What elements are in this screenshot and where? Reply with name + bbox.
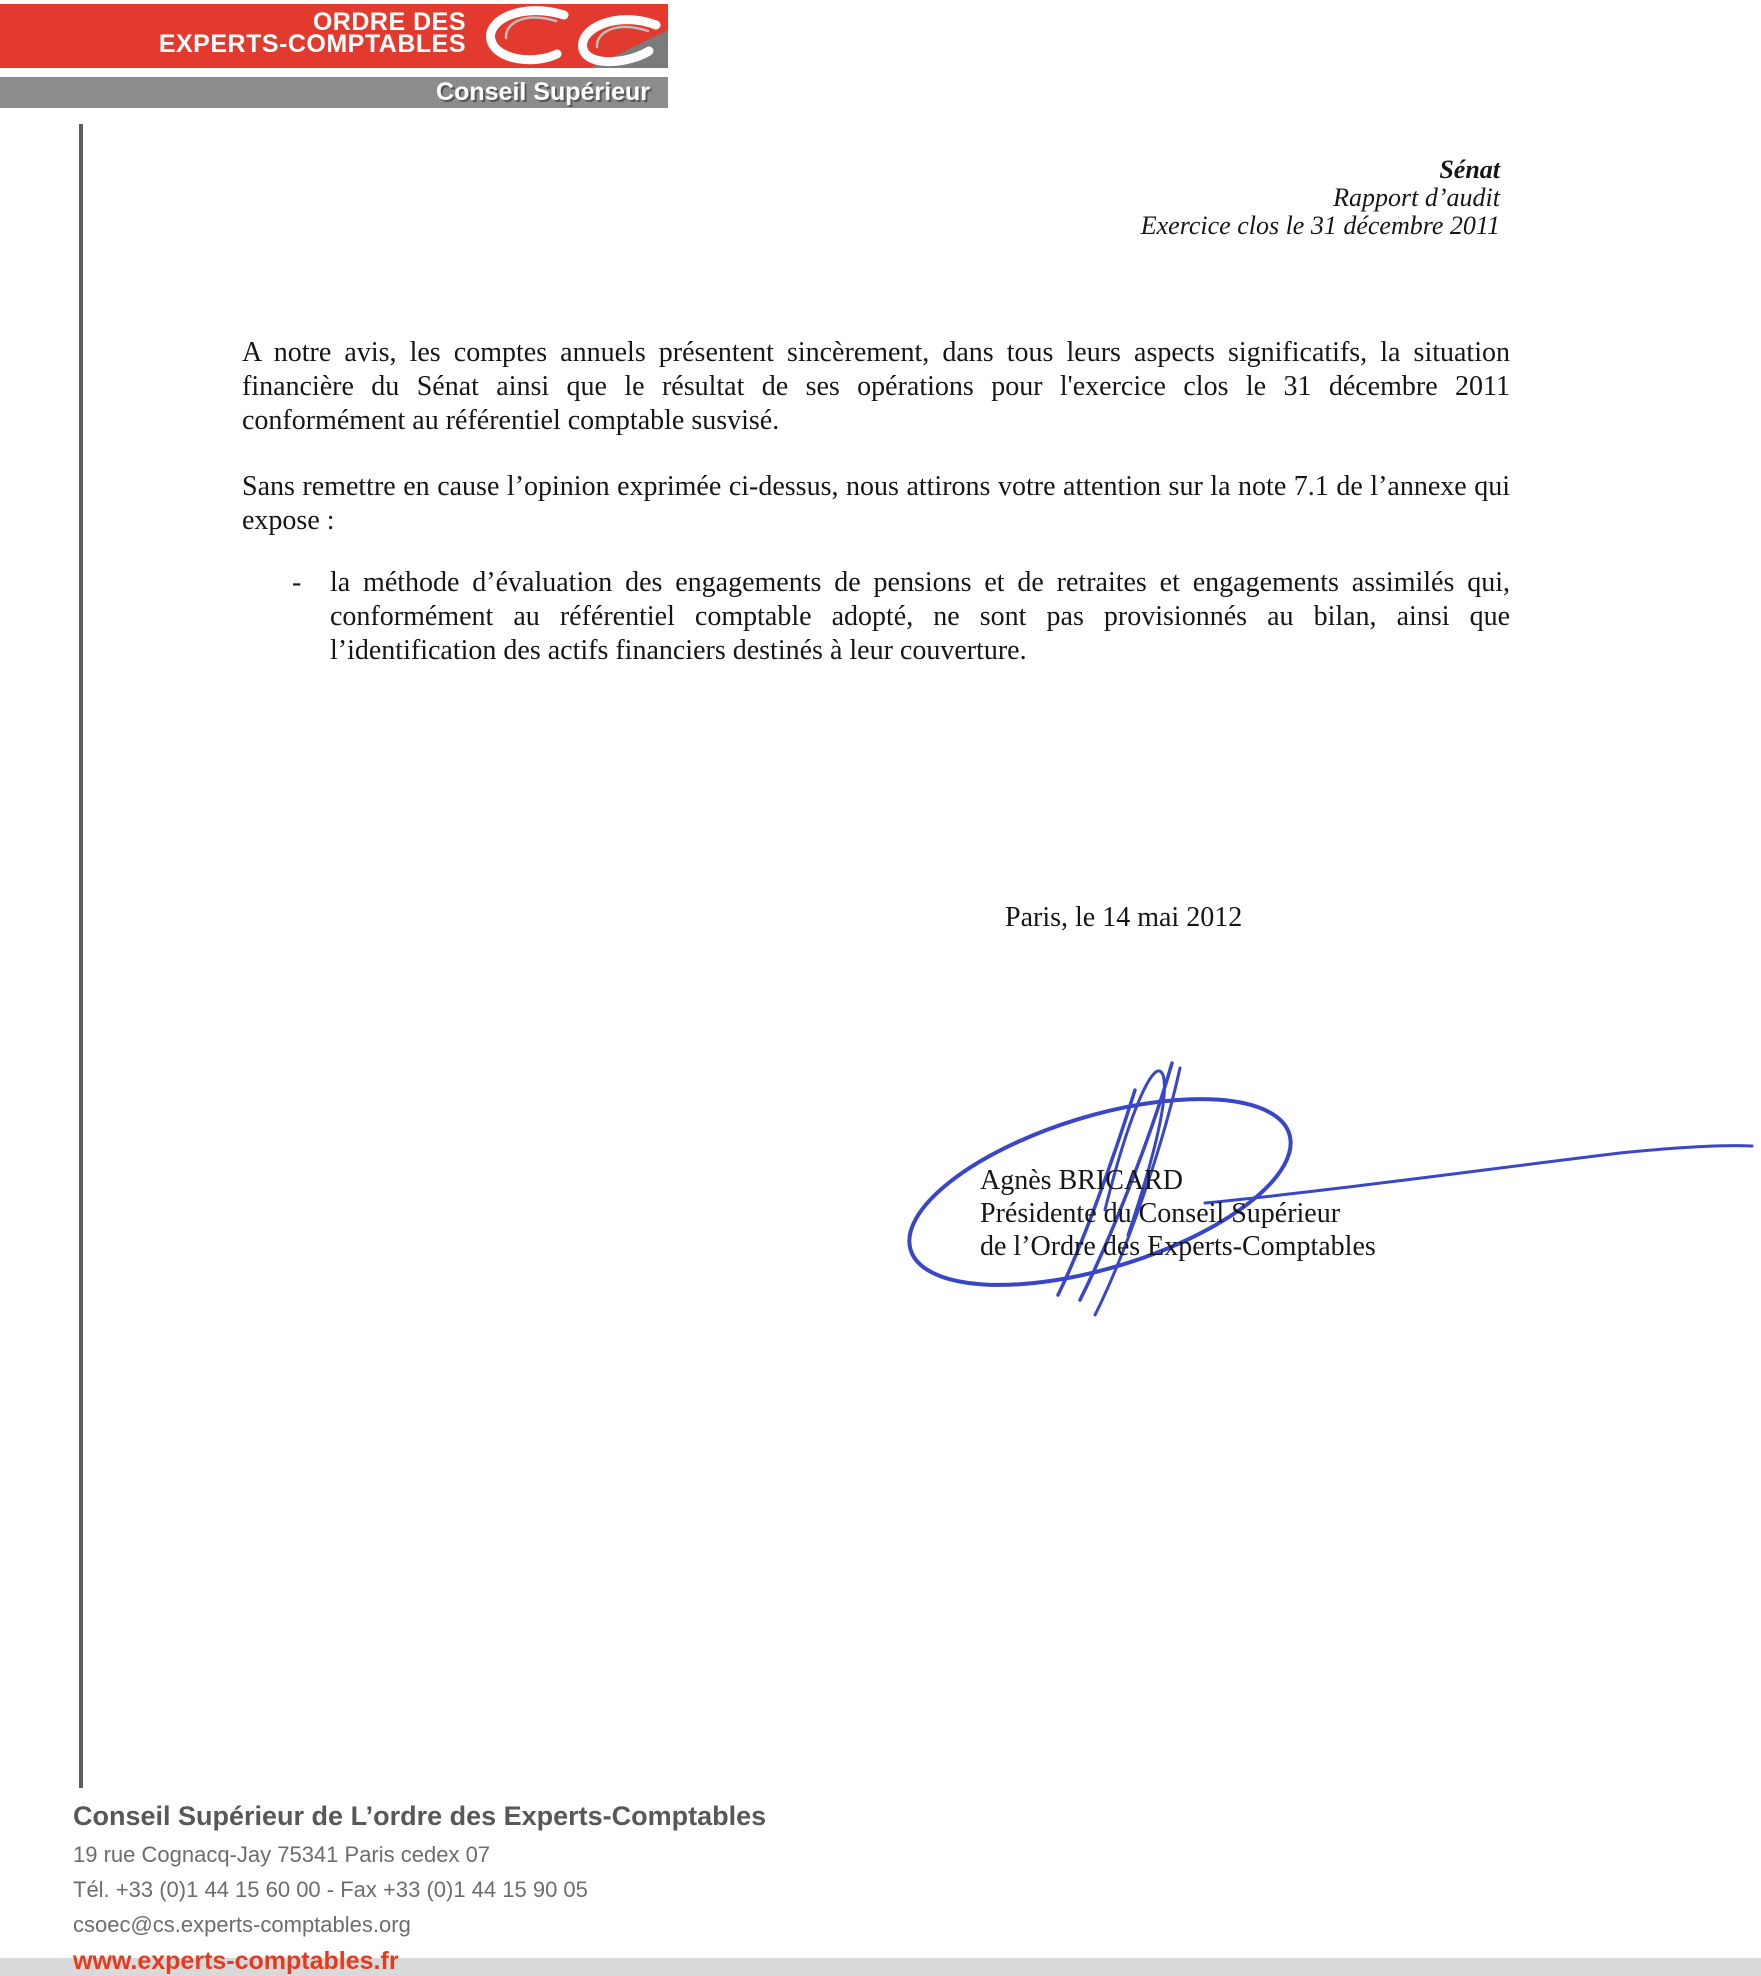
footer-website-link: www.experts-comptables.fr bbox=[73, 1947, 399, 1975]
paragraph-observation: Sans remettre en cause l’opinion exprimée ci-dessus, nous attirons votre attention sur la note 7.1 de l’annexe qui expose : bbox=[242, 471, 1510, 536]
brand-red-band bbox=[0, 4, 668, 68]
ref-fiscal-year: Exercice clos le 31 décembre 2011 bbox=[1140, 211, 1500, 240]
ref-report-type: Rapport d’audit bbox=[1333, 183, 1500, 212]
brand-wordmark bbox=[158, 8, 466, 58]
signature-block bbox=[980, 1164, 1376, 1263]
bullet-item bbox=[292, 566, 1510, 668]
reference-block bbox=[1141, 156, 1500, 240]
footer-email: csoec@cs.experts-comptables.org bbox=[73, 1912, 411, 1937]
dateline: Paris, le 14 mai 2012 bbox=[1005, 902, 1243, 933]
brand-line1: ORDRE DES bbox=[312, 8, 466, 36]
footer-address: 19 rue Cognacq-Jay 75341 Paris cedex 07 bbox=[73, 1842, 491, 1867]
footer-org-name: Conseil Supérieur de L’ordre des Experts-Comptables bbox=[73, 1801, 767, 1831]
signatory-title-1: Présidente du Conseil Supérieur bbox=[980, 1198, 1341, 1229]
brand-banner bbox=[0, 4, 668, 108]
band-label: Conseil Supérieur bbox=[436, 78, 650, 106]
left-margin-rule bbox=[79, 124, 83, 1788]
paragraph-opinion: A notre avis, les comptes annuels présentent sincèrement, dans tous leurs aspects significatifs, la situation financière du Sénat ainsi que le résultat de ses opérations pour l'exercice clos le 31 décembre 2011 conformément au référentiel comptable susvisé. bbox=[242, 337, 1510, 436]
experts-comptables-logo-icon bbox=[478, 4, 668, 68]
brand-line2: EXPERTS-COMPTABLES bbox=[158, 30, 466, 58]
conseil-superieur-band bbox=[0, 77, 668, 108]
signatory-name: Agnès BRICARD bbox=[980, 1165, 1184, 1196]
footer-phone-fax: Tél. +33 (0)1 44 15 60 00 - Fax +33 (0)1 44 15 90 05 bbox=[73, 1877, 588, 1902]
bullet-dash: - bbox=[292, 567, 302, 598]
bullet-text: la méthode d’évaluation des engagements de pensions et de retraites et engagements assimilés qui, conformément au référentiel comptable adopté, ne sont pas provisionnés au bilan, ainsi que l’identification des actifs financiers destinés à leur couverture. bbox=[330, 567, 1510, 666]
ref-recipient: Sénat bbox=[1439, 155, 1500, 184]
footer bbox=[73, 1801, 766, 1976]
signatory-title-2: de l’Ordre des Experts-Comptables bbox=[980, 1231, 1376, 1262]
banner-divider bbox=[0, 68, 668, 77]
